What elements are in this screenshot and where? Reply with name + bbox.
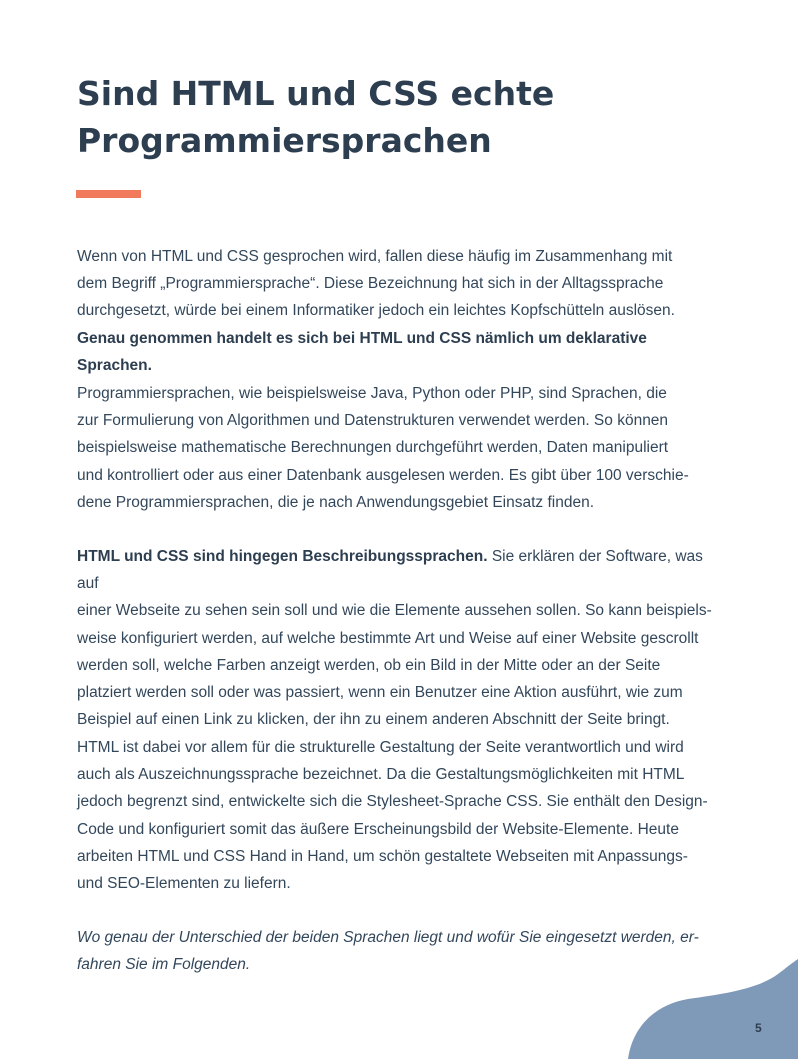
text-line: beispielsweise mathematische Berechnungen durchgeführt werden, Daten manipuliert — [77, 439, 669, 457]
text-line: Wenn von HTML und CSS gesprochen wird, fallen diese häufig im Zusammenhang mit — [77, 248, 673, 265]
text-line: jedoch begrenzt sind, entwickelte sich die Stylesheet-Sprache CSS. Sie enthält den Design- — [77, 793, 708, 811]
text-line: platziert werden soll oder was passiert, wenn ein Benutzer eine Aktion ausführt, wie zum — [77, 684, 683, 702]
text-line: und kontrolliert oder aus einer Datenbank ausgelesen werden. Es gibt über 100 verschie- — [77, 466, 689, 484]
paragraph-1 — [77, 243, 725, 379]
text-line — [77, 543, 725, 597]
paragraph-2 — [77, 380, 725, 516]
bold-statement: Genau genommen handelt es sich bei HTML und CSS nämlich um deklarative Sprachen. — [77, 329, 647, 374]
page-number: 5 — [755, 1021, 762, 1035]
text-line: werden soll, welche Farben anzeigt werden, ob ein Bild in der Mitte oder an der Seite — [77, 656, 661, 674]
text-fragment: Sie erklären der Software, was auf — [77, 548, 703, 593]
page-title — [77, 70, 717, 164]
text-line: weise konfiguriert werden, auf welche bestimmte Art und Weise auf einer Website gescrollt — [77, 629, 699, 647]
text-line: und SEO-Elementen zu liefern. — [77, 875, 291, 893]
text-line: Programmiersprachen, wie beispielsweise Java, Python oder PHP, sind Sprachen, die — [77, 385, 667, 402]
text-line: Code und konfiguriert somit das äußere Erscheinungsbild der Website-Elemente. Heute — [77, 820, 679, 838]
text-line: arbeiten HTML und CSS Hand in Hand, um schön gestaltete Webseiten mit Anpassungs- — [77, 847, 688, 865]
title-line-1: Sind HTML und CSS echte — [77, 74, 555, 113]
text-line: dem Begriff „Programmiersprache“. Diese Bezeichnung hat sich in der Alltagssprache — [77, 275, 664, 293]
paragraph-4 — [77, 734, 725, 897]
text-line: Beispiel auf einen Link zu klicken, der ihn zu einem anderen Abschnitt der Seite bringt. — [77, 711, 670, 729]
bold-lead: HTML und CSS sind hingegen Beschreibungssprachen. — [77, 548, 488, 565]
title-line-2: Programmiersprachen — [77, 121, 492, 160]
text-line: fahren Sie im Folgenden. — [77, 956, 251, 974]
text-line: dene Programmiersprachen, die je nach Anwendungsgebiet Einsatz finden. — [77, 493, 594, 511]
text-line: einer Webseite zu sehen sein soll und wie die Elemente aussehen sollen. So kann beispiels- — [77, 602, 712, 620]
title-accent-bar — [76, 190, 141, 198]
text-line: Wo genau der Unterschied der beiden Sprachen liegt und wofür Sie eingesetzt werden, er- — [77, 929, 699, 946]
text-line: zur Formulierung von Algorithmen und Datenstrukturen verwendet werden. So können — [77, 412, 669, 430]
decorative-corner-shape — [628, 959, 798, 1059]
text-line: auch als Auszeichnungssprache bezeichnet. Da die Gestaltungsmöglichkeiten mit HTML — [77, 766, 685, 784]
text-line: durchgesetzt, würde bei einem Informatiker jedoch ein leichtes Kopfschütteln auslösen. — [77, 302, 675, 320]
text-line: HTML ist dabei vor allem für die strukturelle Gestaltung der Seite verantwortlich und wird — [77, 739, 684, 756]
paragraph-3 — [77, 543, 725, 733]
